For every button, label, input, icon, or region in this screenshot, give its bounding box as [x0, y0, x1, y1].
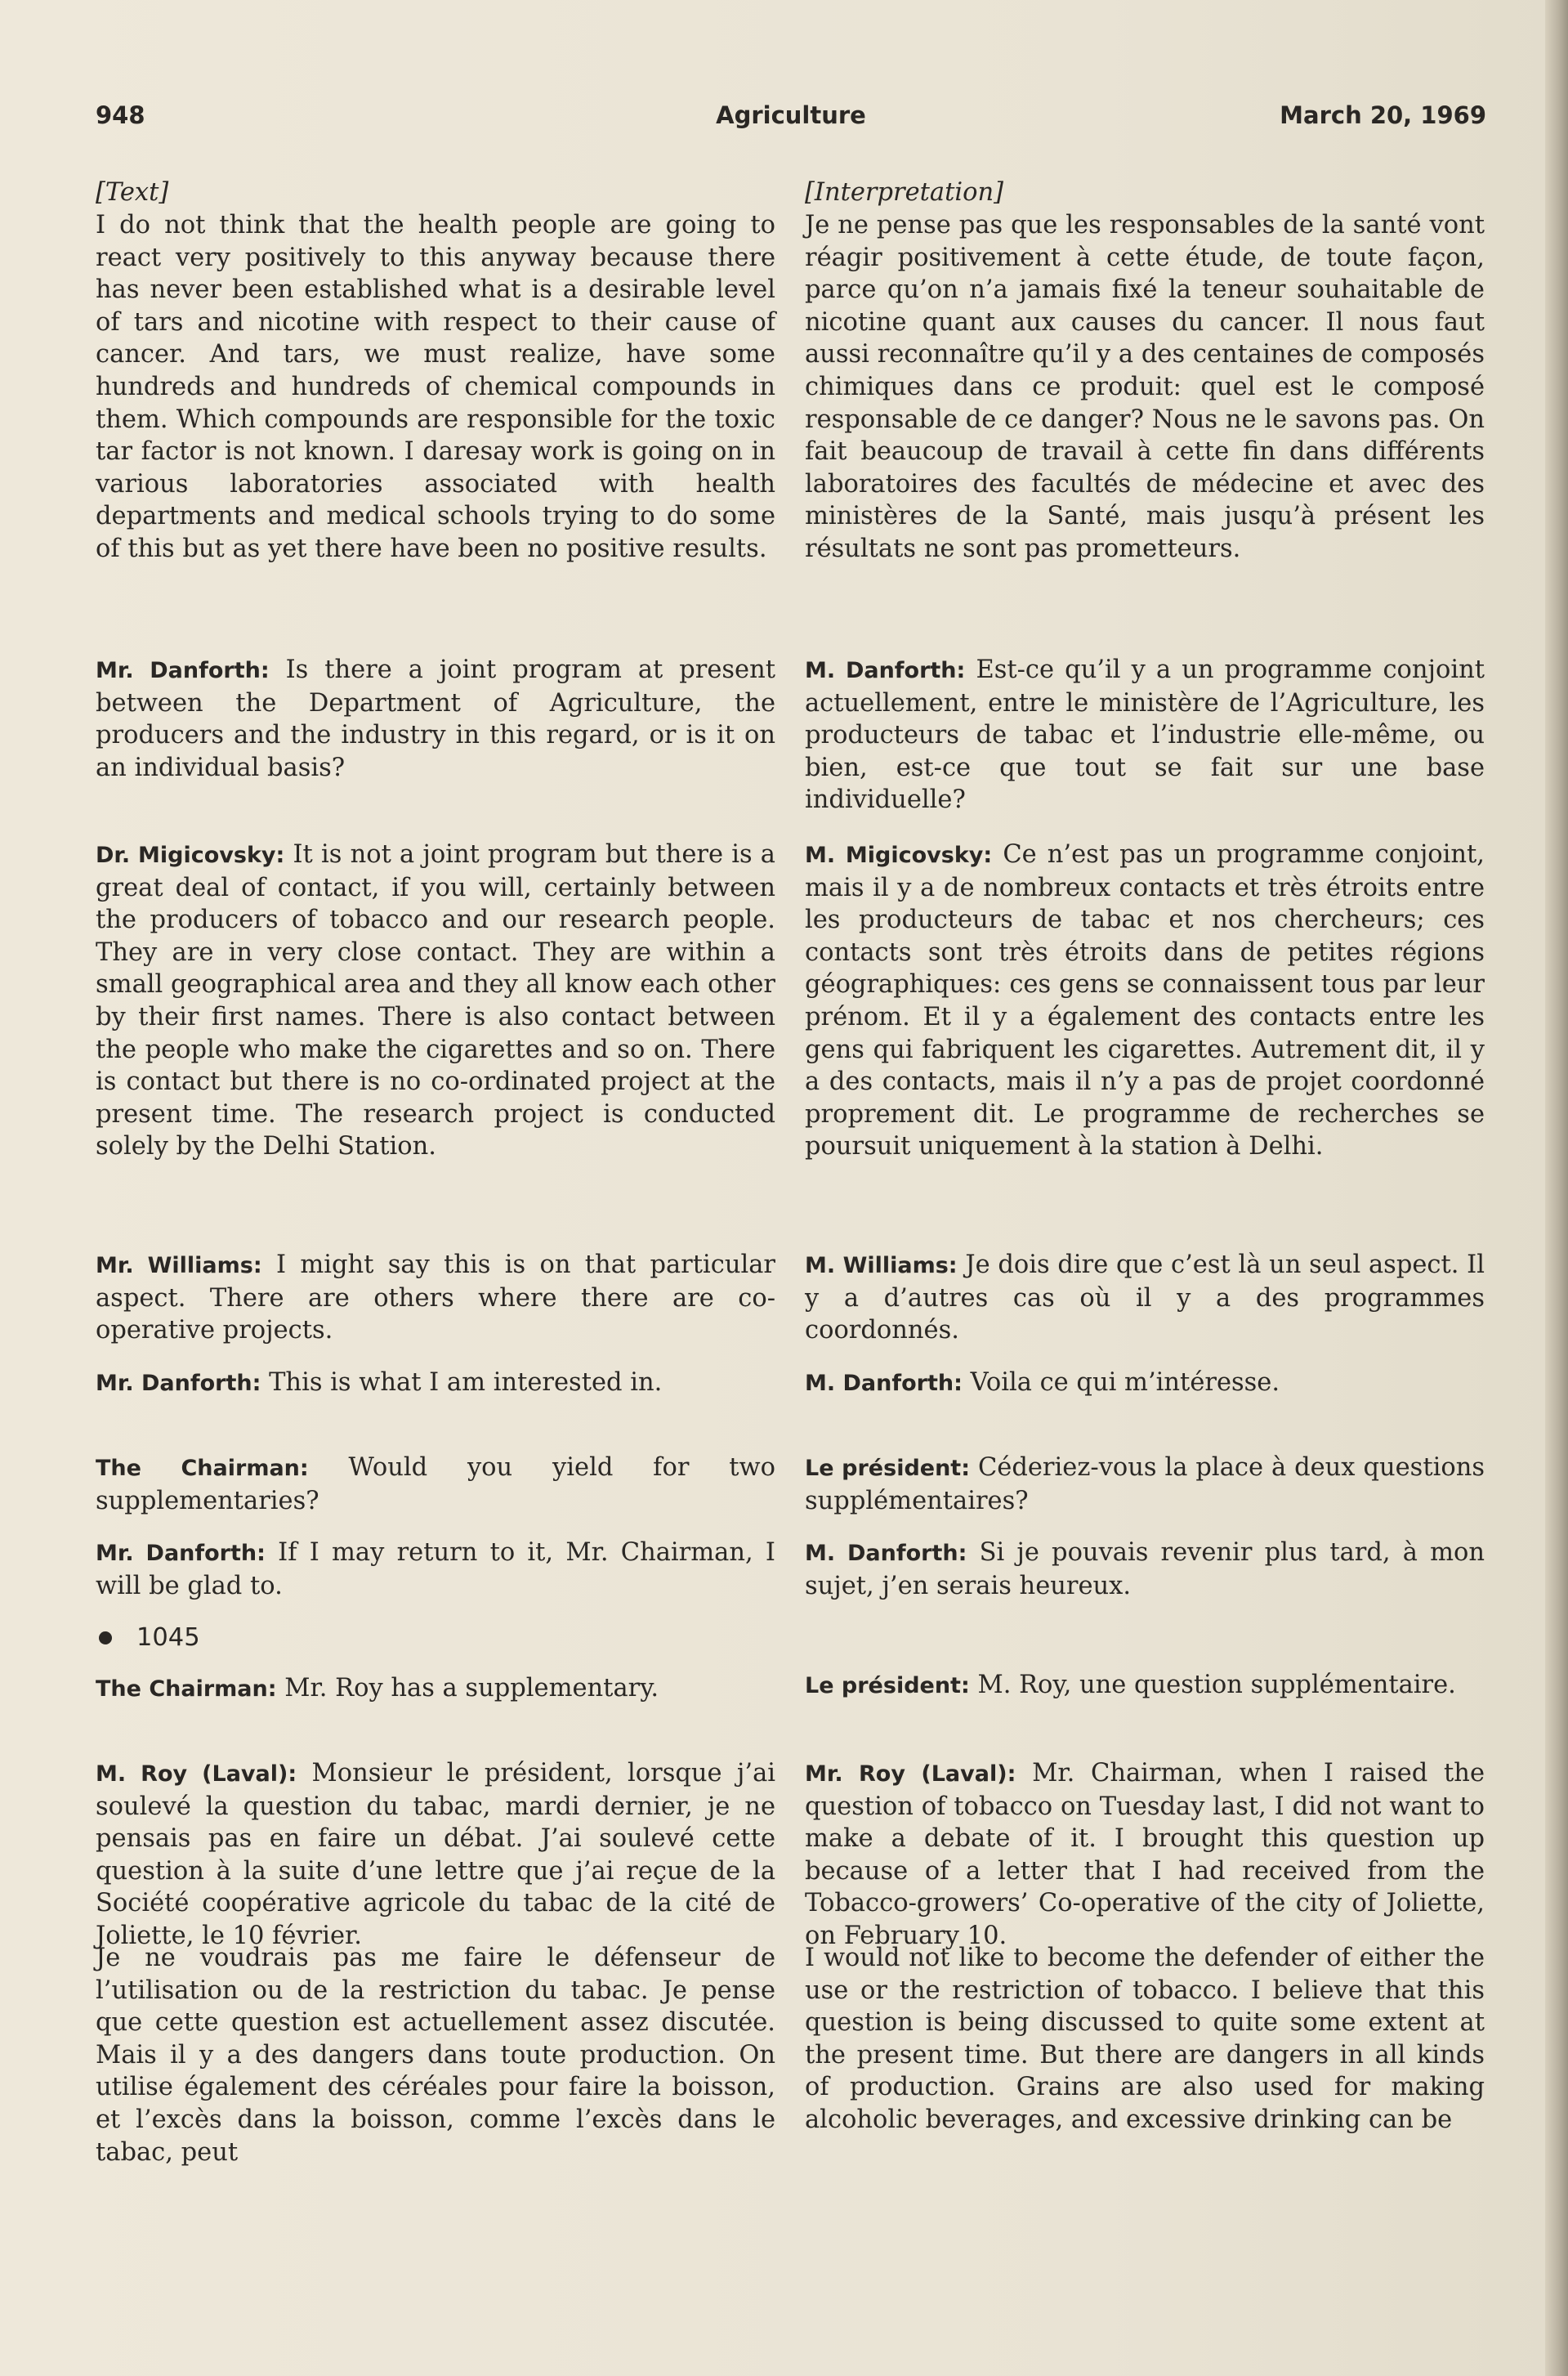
header-date: March 20, 1969: [1280, 101, 1486, 129]
speaker-name: M. Roy (Laval):: [96, 1761, 297, 1787]
speaker-name: Mr. Roy (Laval):: [805, 1761, 1016, 1787]
right-paragraph-8: [805, 1669, 1485, 1703]
speaker-name: Mr. Danforth:: [96, 1371, 261, 1396]
speaker-name: M. Danforth:: [805, 658, 966, 683]
time-marker: [96, 1622, 775, 1654]
speaker-name: M. Williams:: [805, 1253, 958, 1278]
section-title: Agriculture: [716, 101, 866, 129]
book-gutter: [1545, 0, 1568, 2376]
left-paragraph-3: [96, 839, 775, 1163]
right-paragraph-7: [805, 1537, 1485, 1602]
left-paragraph-7: [96, 1537, 775, 1602]
speaker-name: M. Danforth:: [805, 1541, 967, 1566]
speaker-name: M. Danforth:: [805, 1371, 963, 1396]
text-label: [Text]: [96, 178, 169, 207]
right-paragraph-9: [805, 1757, 1485, 1953]
speaker-name: The Chairman:: [96, 1676, 277, 1702]
left-label: [96, 177, 775, 209]
speaker-name: Mr. Danforth:: [96, 658, 270, 683]
left-paragraph-9: [96, 1757, 775, 1953]
speech-text: This is what I am interested in.: [269, 1368, 663, 1397]
right-label: [805, 177, 1485, 209]
left-paragraph-2: [96, 654, 775, 784]
speech-text: Je dois dire que c’est là un seul aspect. Il y a d’autres cas où il y a des programmes coordonnés.: [805, 1251, 1485, 1345]
right-paragraph-1: [805, 209, 1485, 566]
paragraph-text: Je ne pense pas que les responsables de la santé vont réagir positivement à cette étude, de toute façon, parce qu’on n’a jamais fixé la teneur souhaitable de nicotine quant aux causes du cancer. Il nous faut aussi reconnaître qu’il y a des centaines de composés chimiques dans ce produit: quel est le composé responsable de ce danger? Nous ne le savons pas. On fait beaucoup de travail à cette fin dans différents laboratoires des facultés de médecine et avec des ministères de la Santé, mais jusqu’à présent les résultats ne sont pas prometteurs.: [805, 211, 1485, 563]
paragraph-text: I do not think that the health people are going to react very positively to this anyway because there has never been established what is a desirable level of tars and nicotine with respect to their cause of cancer. And tars, we must realize, have some hundreds and hundreds of chemical compounds in them. Which compounds are responsible for the toxic tar factor is not known. I daresay work is going on in various laboratories associated with health departments and medical schools trying to do some of this but as yet there have been no positive results.: [96, 211, 775, 563]
speech-text: Est-ce qu’il y a un programme conjoint actuellement, entre le ministère de l’Agriculture, les producteurs de tabac et l’industrie elle-même, ou bien, est-ce que tout se fait sur une base individuelle?: [805, 656, 1485, 815]
interpretation-label: [Interpretation]: [805, 178, 1003, 207]
speech-text: Voila ce qui m’intéresse.: [970, 1368, 1280, 1397]
speech-text: Céderiez-vous la place à deux questions supplémentaires?: [805, 1453, 1485, 1515]
right-paragraph-10: [805, 1942, 1485, 2137]
speaker-name: Le président:: [805, 1673, 970, 1698]
speech-text: Si je pouvais revenir plus tard, à mon sujet, j’en serais heureux.: [805, 1538, 1485, 1600]
left-paragraph-4: [96, 1249, 775, 1347]
left-paragraph-6: [96, 1452, 775, 1517]
speech-text: Would you yield for two supplementaries?: [96, 1453, 775, 1515]
speaker-name: Dr. Migicovsky:: [96, 843, 285, 868]
speech-text: Ce n’est pas un programme conjoint, mais il y a de nombreux contacts et très étroits entre les producteurs de tabac et nos chercheurs; ces contacts sont très étroits dans de petites régions géographiques: ces gens se connaissent tous par leur prénom. Et il y a également des contacts entre les gens qui fabriquent les cigarettes. Autrement dit, il y a des contacts, mais il n’y a pas de projet coordonné proprement dit. Le programme de recherches se poursuit uniquement à la station à Delhi.: [805, 840, 1485, 1161]
right-paragraph-5: [805, 1367, 1485, 1400]
left-paragraph-8: [96, 1672, 775, 1706]
running-header: [96, 101, 1486, 142]
page-number: 948: [96, 101, 145, 129]
speaker-name: Le président:: [805, 1456, 971, 1481]
speaker-name: Mr. Danforth:: [96, 1541, 266, 1566]
right-paragraph-2: [805, 654, 1485, 817]
paragraph-text: Je ne voudrais pas me faire le défenseur de l’utilisation ou de la restriction du tabac. Je pense que cette question est actuellement assez discutée. Mais il y a des dangers dans toute production. On utilise également des céréales pour faire la boisson, et l’excès dans la boisson, comme l’excès dans le tabac, peut: [96, 1944, 775, 2167]
speech-text: Mr. Roy has a supplementary.: [284, 1674, 659, 1703]
speaker-name: M. Migicovsky:: [805, 843, 993, 868]
speech-text: Monsieur le président, lorsque j’ai soulevé la question du tabac, mardi dernier, je ne pensais pas en faire un débat. J’ai soulevé cette question à la suite d’une lettre que j’ai reçue de la Société coopérative agricole du tabac de la cité de Joliette, le 10 février.: [96, 1759, 776, 1950]
right-paragraph-4: [805, 1249, 1485, 1347]
left-paragraph-5: [96, 1367, 775, 1400]
speech-text: I might say this is on that particular aspect. There are others where there are co-operative projects.: [96, 1251, 776, 1345]
bullet-icon: [99, 1631, 112, 1644]
speech-text: Is there a joint program at present between the Department of Agriculture, the producers and the industry in this regard, or is it on an individual basis?: [96, 656, 775, 782]
speech-text: If I may return to it, Mr. Chairman, I will be glad to.: [96, 1538, 775, 1600]
left-paragraph-10: [96, 1942, 775, 2168]
speech-text: It is not a joint program but there is a great deal of contact, if you will, certainly between the producers of tobacco and our research people. They are in very close contact. They are within a small geographical area and they all know each other by their first names. There is also contact between the people who make the cigarettes and so on. There is contact but there is no co-ordinated project at the present time. The research project is conducted solely by the Delhi Station.: [96, 840, 775, 1161]
speaker-name: Mr. Williams:: [96, 1253, 262, 1278]
paragraph-text: I would not like to become the defender of either the use or the restriction of tobacco. I believe that this question is being discussed to quite some extent at the present time. But there are dangers in all kinds of production. Grains are also used for making alcoholic beverages, and excessive drinking can be: [805, 1944, 1485, 2134]
speech-text: Mr. Chairman, when I raised the question of tobacco on Tuesday last, I did not want to make a debate of it. I brought this question up because of a letter that I had received from the Tobacco-growers’ Co-operative of the city of Joliette, on February 10.: [805, 1759, 1485, 1950]
left-paragraph-1: [96, 209, 775, 566]
speaker-name: The Chairman:: [96, 1456, 309, 1481]
right-paragraph-6: [805, 1452, 1485, 1517]
time-marker-text: 1045: [136, 1623, 200, 1652]
right-paragraph-3: [805, 839, 1485, 1163]
speech-text: M. Roy, une question supplémentaire.: [977, 1671, 1456, 1699]
